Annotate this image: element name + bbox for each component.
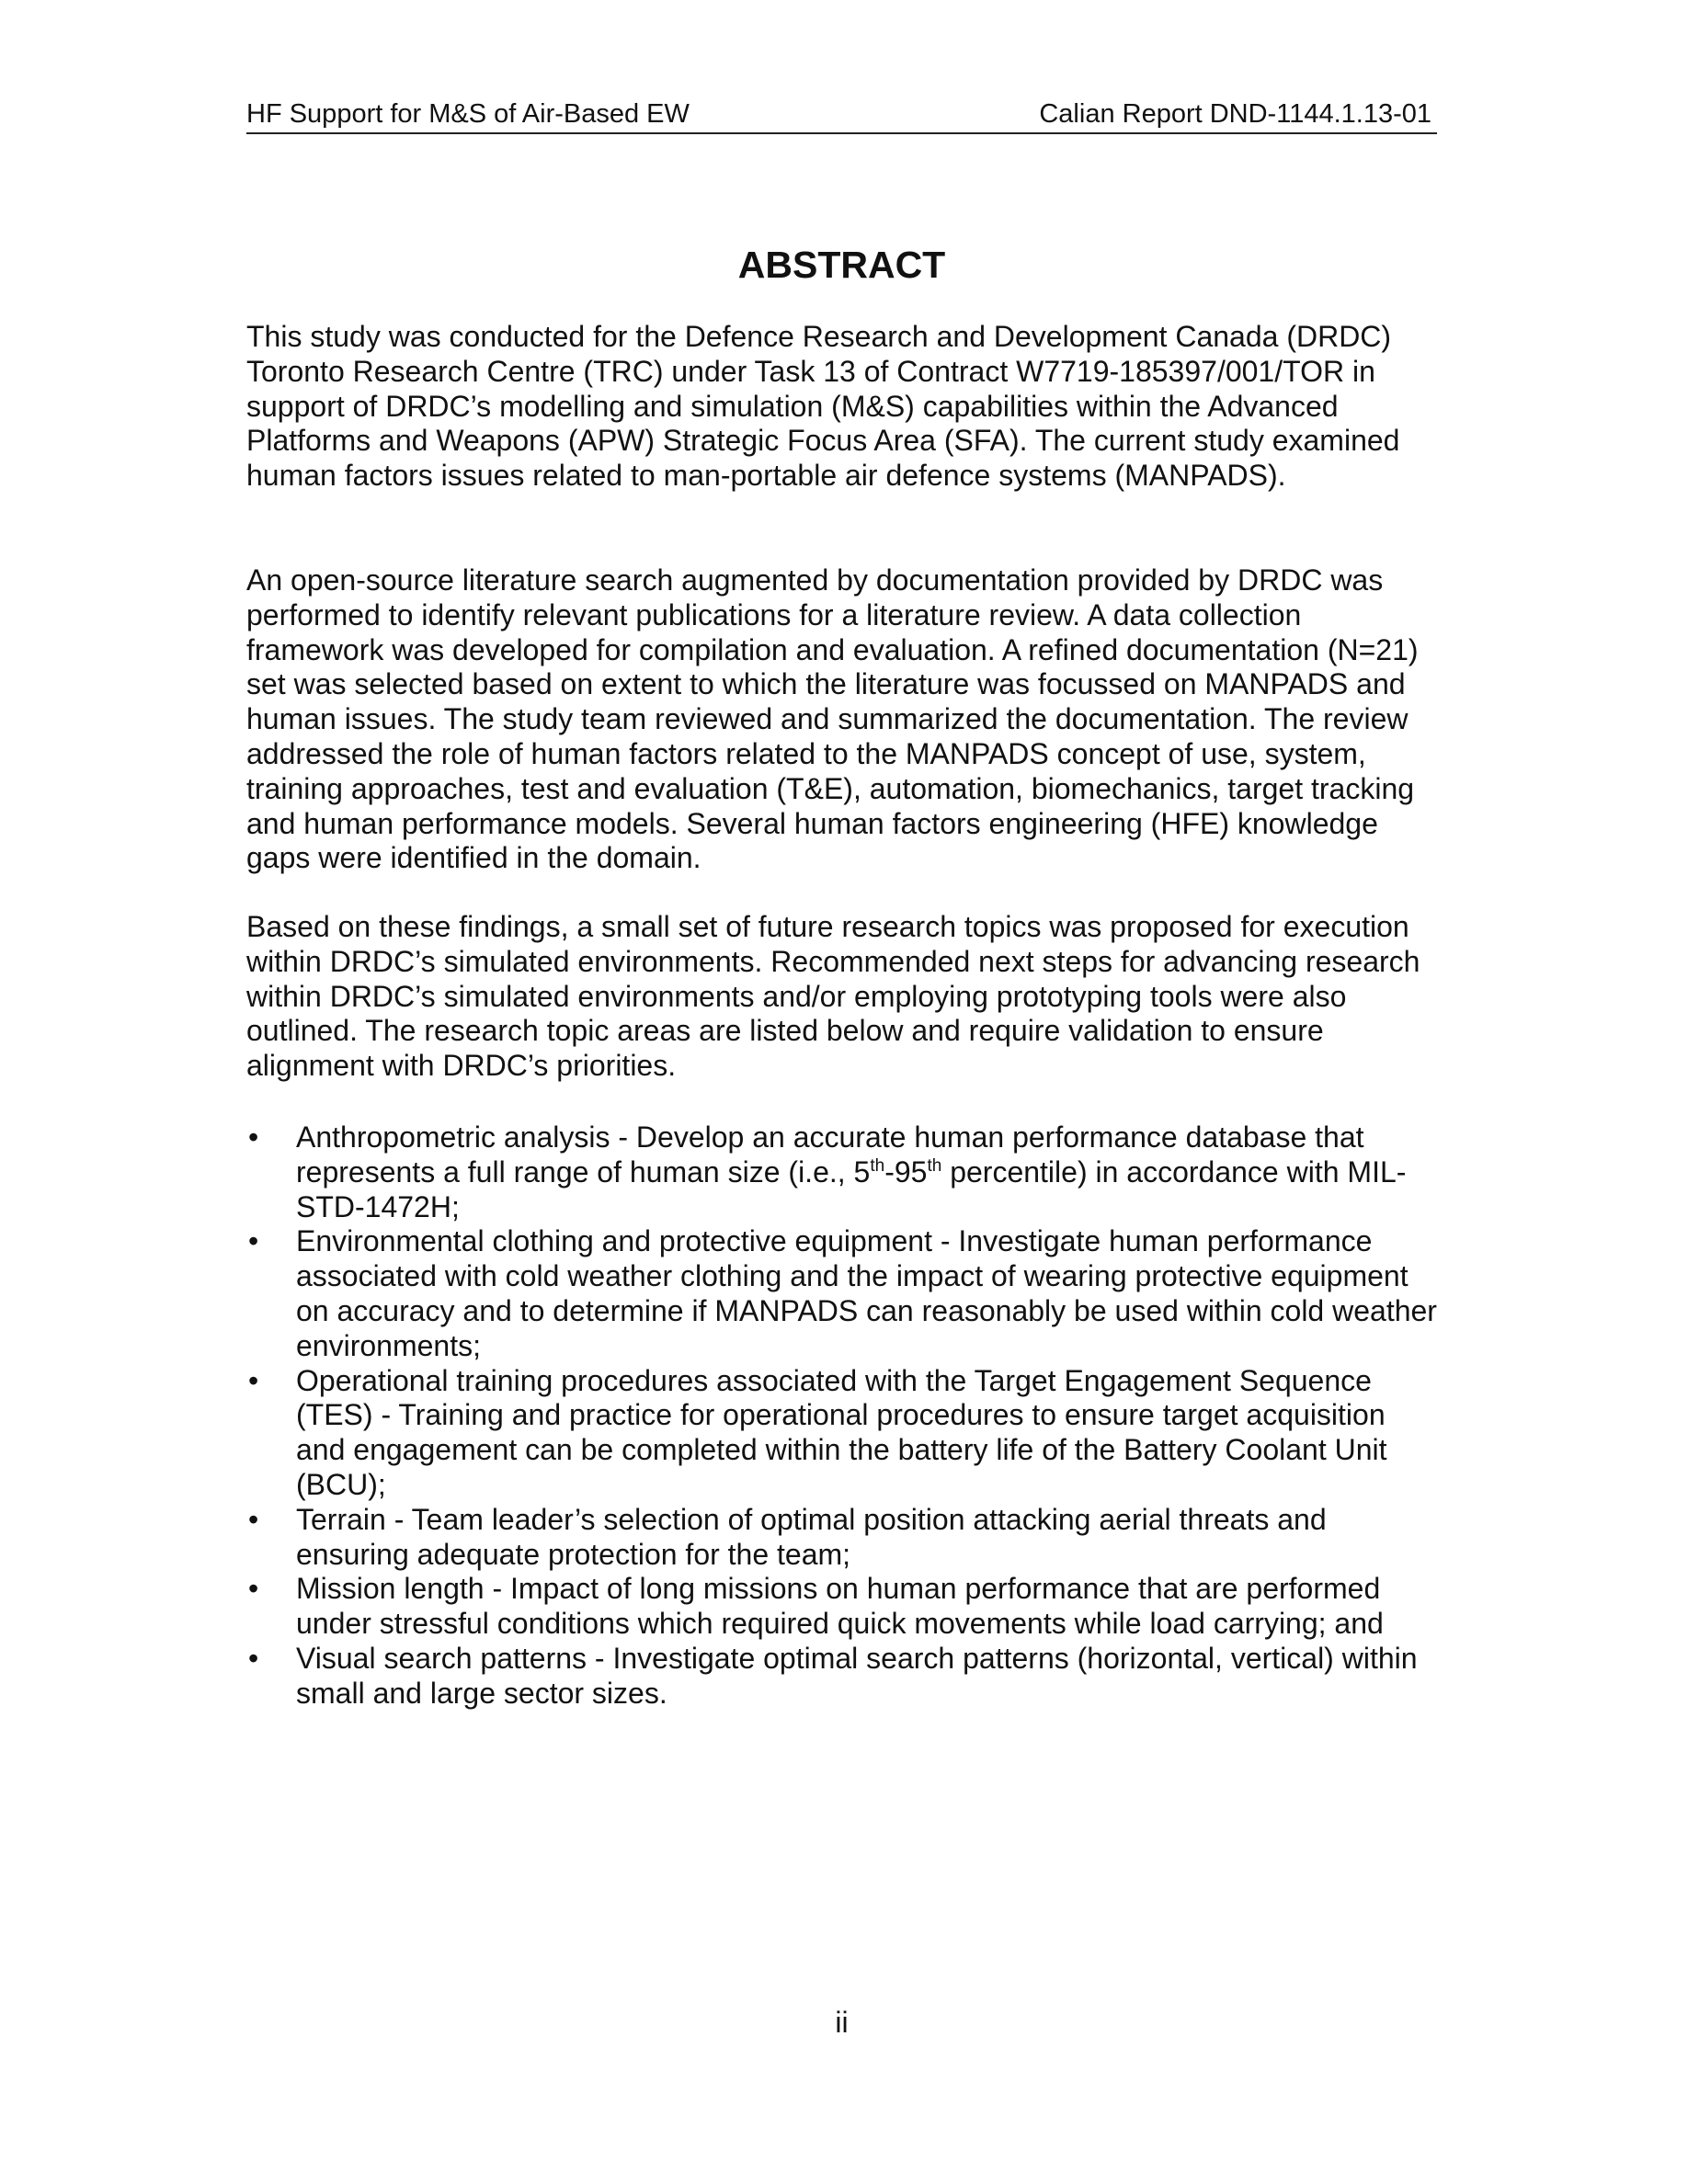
header-title: HF Support for M&S of Air-Based EW [246,99,690,129]
superscript-th: th [927,1155,942,1176]
list-item [246,1642,1442,1712]
bullet-icon: • [248,1641,259,1675]
bullet-text-end: percentile) in accordance with MIL-STD-1472H; [296,1155,1407,1223]
abstract-paragraph-2: An open-source literature search augmented by documentation provided by DRDC was performed to identify relevant publications for a literature review. A data collection framework was developed for compilation and evaluation. A refined documentation (N=21) set was selected based on extent to which the literature was focussed on MANPADS and human issues. The study team reviewed and summarized the documentation. The review addressed the role of human factors related to the MANPADS concept of use, system, training approaches, test and evaluation (T&E), automation, biomechanics, target tracking and human performance models. Several human factors engineering (HFE) knowledge gaps were identified in the domain. [246,563,1419,875]
bullet-text: Environmental clothing and protective equipment - Investigate human performance associated with cold weather clothing and the impact of wearing protective equipment on accuracy and to determine if MANPADS can reasonably be used within cold weather environments; [296,1224,1437,1362]
abstract-paragraph-1: This study was conducted for the Defence Research and Development Canada (DRDC) Toronto Research Centre (TRC) under Task 13 of Contract W7719-185397/001/TOR in support of DRDC’s modelling and simulation (M&S) capabilities within the Advanced Platforms and Weapons (APW) Strategic Focus Area (SFA). The current study examined human factors issues related to man-portable air defence systems (MANPADS). [246,320,1400,493]
list-item [246,1120,1442,1224]
list-item [246,1503,1442,1573]
superscript-th: th [870,1155,885,1176]
bullet-text: Visual search patterns - Investigate optimal search patterns (horizontal, vertical) within small and large sector sizes. [296,1641,1418,1710]
bullet-text-mid: -95 [884,1155,928,1189]
bullet-text: Terrain - Team leader’s selection of optimal position attacking aerial threats and ensuring adequate protection for the team; [296,1502,1327,1571]
bullet-text-start: Anthropometric analysis - Develop an accurate human performance database that represents a full range of human size (i.e., 5 [296,1120,1364,1189]
bullet-text: Operational training procedures associated with the Target Engagement Sequence (TES) - Training and practice for operational procedures to ensure target acquisition and engagement can be completed within the battery life of the Battery Coolant Unit (BCU); [296,1363,1387,1501]
bullet-text: Mission length - Impact of long missions on human performance that are performed under stressful conditions which required quick movements while load carrying; and [296,1572,1384,1641]
research-topics-list [246,1120,1442,1712]
page-title: ABSTRACT [737,244,946,286]
running-header [246,96,1437,134]
bullet-icon: • [248,1572,259,1606]
bullet-icon: • [248,1502,259,1536]
list-item [246,1572,1442,1642]
bullet-icon: • [248,1363,259,1397]
header-report-number: Calian Report DND-1144.1.13-01 [1039,99,1431,129]
list-item [246,1364,1442,1503]
bullet-icon: • [248,1224,259,1258]
list-item [246,1224,1442,1363]
page-number: ii [835,2006,849,2039]
bullet-icon: • [248,1120,259,1154]
abstract-paragraph-3: Based on these findings, a small set of future research topics was proposed for execution within DRDC’s simulated environments. Recommended next steps for advancing research within DRDC’s simulated environments and/or employing prototyping tools were also outlined. The research topic areas are listed below and require validation to ensure alignment with DRDC’s priorities. [246,910,1420,1083]
